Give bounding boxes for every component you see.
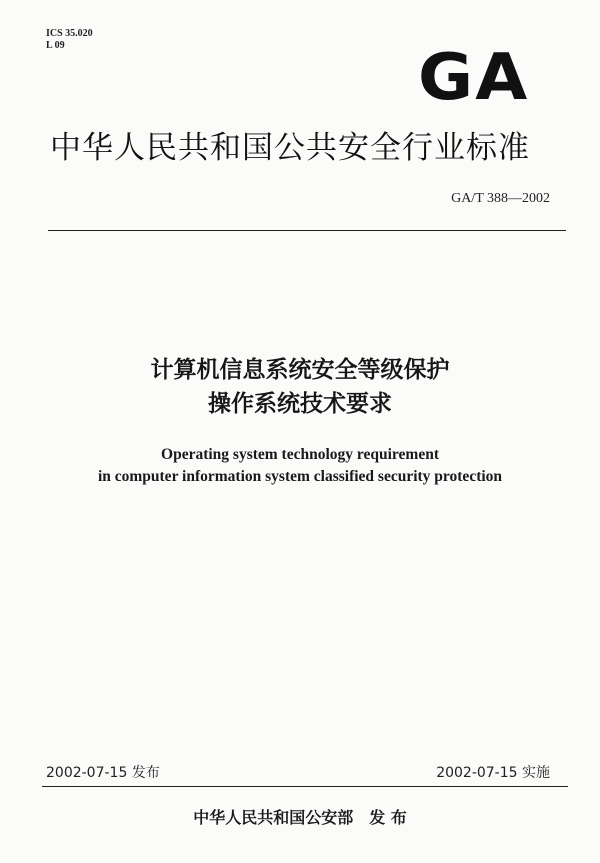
implementation-date: 2002-07-15 实施 xyxy=(436,765,550,781)
document-title-chinese xyxy=(0,353,600,421)
footer-divider xyxy=(42,786,568,787)
issue-date: 2002-07-15 发布 xyxy=(46,765,160,781)
classification-codes xyxy=(46,28,93,52)
standard-number: GA/T 388—2002 xyxy=(451,191,550,206)
title-en-line-2: in computer information system classified security protection xyxy=(97,468,503,485)
document-title-english xyxy=(0,444,600,488)
publisher: 中华人民共和国公安部 发 布 xyxy=(193,808,407,827)
title-cn-line-1: 计算机信息系统安全等级保护 xyxy=(150,357,450,383)
header-divider xyxy=(48,230,566,231)
ga-logo: GA xyxy=(418,41,530,115)
ics-code: ICS 35.020 xyxy=(46,28,93,39)
title-en-line-1: Operating system technology requirement xyxy=(161,446,439,463)
standard-title: 中华人民共和国公共安全行业标准 xyxy=(50,130,530,166)
title-cn-line-2: 操作系统技术要求 xyxy=(208,391,392,417)
ccs-code: L 09 xyxy=(46,40,65,51)
